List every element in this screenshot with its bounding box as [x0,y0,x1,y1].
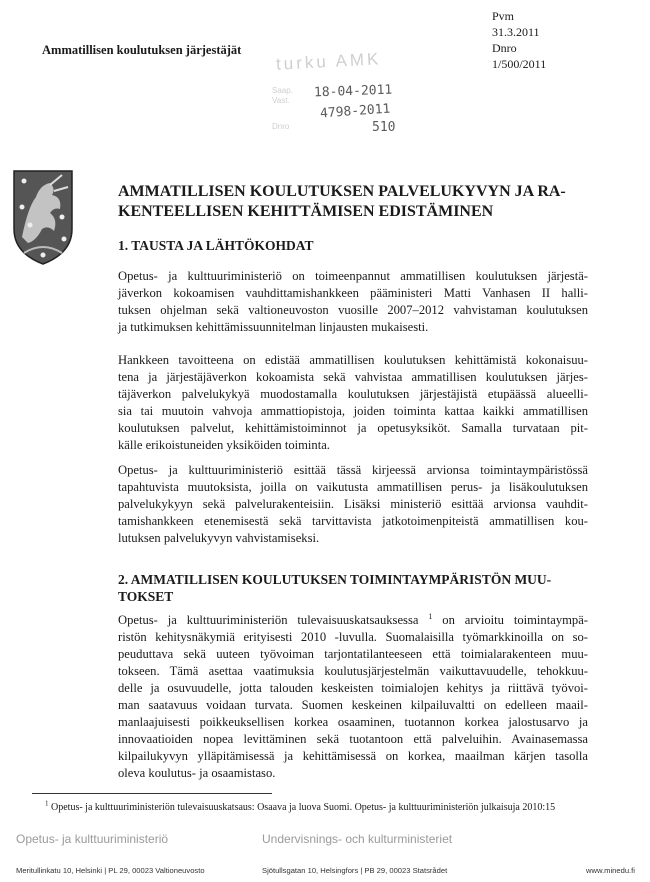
text-line: Hankkeen tavoitteena on edistää ammatillisen koulutuksen kehittämistä kokonaisuu- [118,353,588,367]
footer-ministry-sv: Undervisnings- och kulturministeriet [262,832,453,846]
footnote-text: Opetus- ja kulttuuriministeriön tulevaisuuskatsaus: Osaava ja luova Suomi. Opetus- ja kulttuuriministeriön julkaisuja 2010:15 [51,802,556,813]
stamp-code: 510 [372,120,396,135]
footer-address-sv: Sjötullsgatan 10, Helsingfors | PB 29, 00023 Statsrådet [262,866,448,875]
text-line: Opetus- ja kulttuuriministeriö esittää tässä kirjeessä arvionsa toimintaympäristössä [118,463,588,477]
stamp-date: 18-04-2011 [313,82,393,101]
text-fragment: Opetus- ja kulttuuriministeriön tulevaisuuskatsauksessa [118,613,419,627]
section1-heading: 1. TAUSTA JA LÄHTÖKOHDAT [118,238,314,253]
received-stamp [262,49,420,138]
text-fragment: on arvioitu toimintaympä- [442,613,588,627]
footer-ministry-fi: Opetus- ja kulttuuriministeriö [16,832,169,846]
text-line: Opetus- ja kulttuuriministeriö on toimeenpannut ammatillisen koulutuksen järjestä- [118,269,588,283]
text-line: tokseen. Tämä asettaa vaatimuksia koulutusjärjestelmän vaikuttavuudelle, tehokkuu- [118,664,588,678]
text-line: jäverkon kokoamisen vauhdittamishankkeen pääministeri Matti Vanhasen II halli- [118,286,588,300]
recipient-heading: Ammatillisen koulutuksen järjestäjät [42,43,242,57]
text-line: lutuksen palvelukyvyn vahvistamiseksi. [118,531,320,545]
text-line [118,612,588,629]
stamp-label-dnro: Dnro [272,122,290,131]
footer-website-link[interactable]: www.minedu.fi [586,866,635,875]
meta-dnro-label: Dnro [492,41,517,55]
title-line: AMMATILLISEN KOULUTUKSEN PALVELUKYVYN JA RA- [118,183,566,200]
document-title [118,182,598,222]
meta-dnro: 1/500/2011 [492,57,547,71]
footer-address-fi: Meritullinkatu 10, Helsinki | PL 29, 00023 Valtioneuvosto [16,866,205,875]
footnote-divider [32,793,272,794]
text-line: man saatavuus voidaan turvata. Suomen keskeinen kilpailuvaltti on edelleen maail- [118,698,588,712]
text-line: peuduttava sekä uuteen työvoiman tarjontatilanteeseen että toimialarakenteen muu- [118,647,588,661]
paragraph [118,268,588,336]
text-line: kilpailukyvyn ylläpitämisessä ja kehittämisessä on korkea, maailman kärjen tasolla [118,749,588,763]
text-line: innovaatioiden nopea levittäminen sekä tuotantoon että palveluihin. Avainasemassa [118,732,588,746]
text-line: ja tutkimuksen kehittämissuunnitelman linjausten mukaisesti. [118,320,429,334]
paragraph [118,352,588,454]
section2-heading [118,571,551,605]
footnote-marker: 1 [45,799,49,808]
paragraph [118,462,588,547]
text-line: manlaajuisesti poikkeuksellisen korkea osaaminen, tuotannon korkea jalostusarvo ja [118,715,588,729]
text-line: ristön kehitysnäkymiä erityisesti 2010 -luvulla. Suomalaisilla työmarkkinoilla on so- [118,630,588,644]
text-line: sia tai muutoin vahvoja ammattiopistoja, joiden toiminta kattaa kaikki ammatillisen [118,404,588,418]
stamp-org: turku AMK [275,49,382,74]
text-line: oleva koulutus- ja osaamistaso. [118,766,276,780]
heading-line: 2. AMMATILLISEN KOULUTUKSEN TOIMINTAYMPÄRISTÖN MUU- [118,572,552,587]
footnote [45,799,556,813]
text-line: täjäverkon palvelukykyä muodostamalla koulutuksen järjestäjistä etupäässä alueelli- [118,387,588,401]
heading-line: TOKSET [118,589,174,604]
text-line: källe erikoistuneiden yksiköiden toiminta. [118,438,330,452]
meta-date-label: Pvm [492,9,515,23]
finnish-lion-coat-of-arms-icon [10,167,76,267]
title-line: KENTEELLISEN KEHITTÄMISEN EDISTÄMINEN [118,203,494,220]
footnote-ref: 1 [428,611,433,621]
stamp-label-received: Vast. [272,96,290,105]
text-line: tena ja järjestäjäverkon kokoamista sekä vahvistaa ammatillisen koulutuksen järjes- [118,370,588,384]
text-line: tuksen ohjelman sekä valtioneuvoston vuosille 2007–2012 vahvistaman koulutuksen [118,303,588,317]
text-line: palvelukykyyn sekä palvelurakenteisiin. Lisäksi ministeriö esittää arvionsa vauhdit- [118,497,588,511]
text-line: koulutuksen palvelut, kehittämistoiminnot ja opetusyksiköt. Samalla turvataan pit- [118,421,588,435]
paragraph [118,612,588,782]
text-line: delle ja osuvuudelle, jotta talouden keskeisten toimialojen kehitys ja riittävä työvoi- [118,681,588,695]
text-line: tamishankkeen etenemisestä sekä tarvittavista jatkotoimenpiteistä ammatillisen kou- [118,514,588,528]
stamp-label-arrived: Saap. [272,86,293,95]
text-line: tapahtuvista muutoksista, joilla on vaikutusta ammatillisen perus- ja lisäkoulutuksen [118,480,588,494]
document-meta [492,8,546,72]
stamp-number: 4798-2011 [319,101,391,122]
meta-date: 31.3.2011 [492,25,540,39]
